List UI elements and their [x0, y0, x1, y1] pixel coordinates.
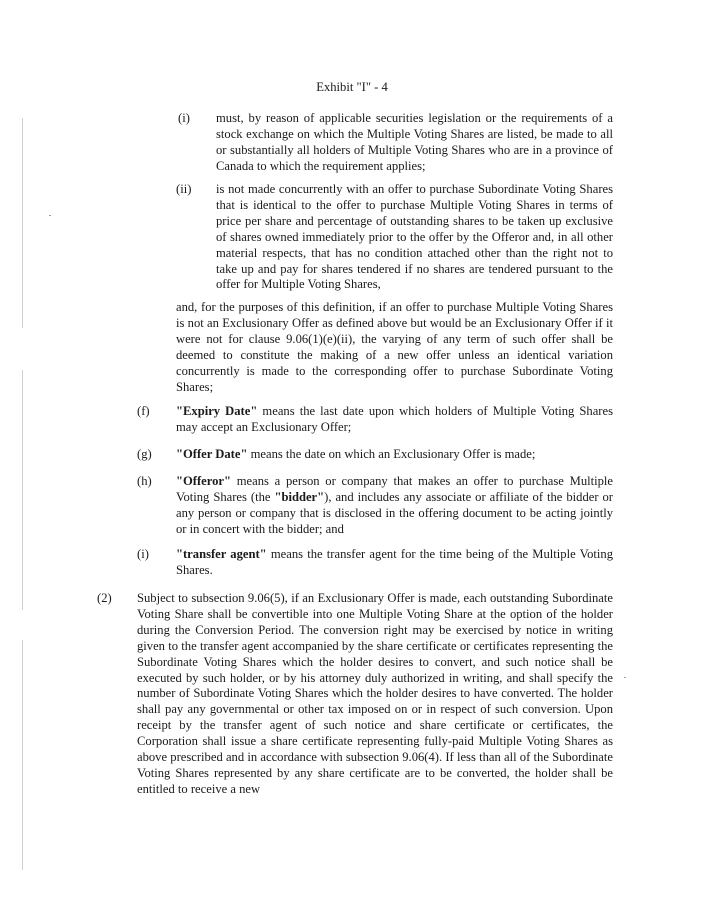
- subsection-2-number: (2): [97, 591, 112, 605]
- def-h-body-2: ), and includes any associate or affiliate of the bidder or any person or company that is disclosed in the offering document to be acting jointly or in concert with the bidder; and: [176, 489, 613, 536]
- def-g-body: means the date on which an Exclusionary Offer is made;: [247, 447, 536, 461]
- def-i-term: "transfer agent": [176, 547, 267, 561]
- scan-margin-line: [22, 370, 23, 610]
- item-ii-number: (ii): [176, 182, 192, 196]
- def-f-text: [176, 404, 613, 436]
- def-f-number: (f): [137, 404, 150, 418]
- item-i-number: (i): [178, 111, 190, 125]
- subsection-2-text: Subject to subsection 9.06(5), if an Exclusionary Offer is made, each outstanding Subordinate Voting Share shall be convertible into one Multiple Voting Share at the option of the holder during the Conversion Period. The conversion right may be exercised by notice in writing given to the transfer agent accompanied by the share certificate or certificates representing the Subordinate Voting Shares which the holder desires to convert, and such notice shall be executed by such holder, or by his attorney duly authorized in writing, and shall specify the number of Subordinate Voting Shares which the holder desires to have converted. The holder shall pay any governmental or other tax imposed on or in respect of such conversion. Upon receipt by the transfer agent of such notice and share certificate or certificates, the Corporation shall issue a share certificate representing fully-paid Multiple Voting Shares as above prescribed and in accordance with subsection 9.06(4). If less than all of the Subordinate Voting Shares represented by any share certificate are to be converted, the holder shall be entitled to receive a new: [137, 591, 613, 796]
- def-g-number: (g): [137, 447, 152, 461]
- def-f-body: means the last date upon which holders of Multiple Voting Shares may accept an Exclusionary Offer;: [176, 404, 613, 434]
- def-h-bidder-term: "bidder": [274, 489, 325, 504]
- def-h-text: [176, 474, 613, 538]
- def-i-number: (i): [137, 547, 149, 561]
- def-i-body: means the transfer agent for the time being of the Multiple Voting Shares.: [176, 547, 613, 577]
- page-header: Exhibit "I" - 4: [316, 80, 388, 94]
- scan-speck: [624, 677, 626, 678]
- def-g-term: "Offer Date": [176, 447, 248, 461]
- def-f-term: "Expiry Date": [176, 404, 258, 418]
- item-ii-text: is not made concurrently with an offer to purchase Subordinate Voting Shares that is identical to the offer to purchase Multiple Voting Shares in terms of price per share and percentage of outstanding shares to be taken up exclusive of shares owned immediately prior to the offer by the Offeror and, in all other material respects, that has no condition attached other than the right not to take up and pay for shares tendered if no shares are tendered pursuant to the offer for Multiple Voting Shares,: [216, 182, 613, 292]
- scan-margin-line: [22, 640, 23, 870]
- def-g-text: [176, 447, 613, 463]
- def-i-text: [176, 547, 613, 579]
- definition-continuation-paragraph: and, for the purposes of this definition, if an offer to purchase Multiple Voting Shares is not an Exclusionary Offer as defined above but would be an Exclusionary Offer if it were not for clause 9.06(1)(e)(ii), the varying of any term of such offer shall be deemed to constitute the making of a new offer unless an identical variation concurrently is made to the corresponding offer to purchase Subordinate Voting Shares;: [176, 300, 613, 394]
- def-h-number: (h): [137, 474, 152, 488]
- scan-speck: [49, 215, 51, 216]
- scan-margin-line: [22, 118, 23, 328]
- def-h-term: "Offeror": [176, 474, 232, 488]
- def-h-body-1: means a person or company that makes an offer to purchase Multiple Voting Shares (the: [176, 474, 613, 504]
- item-i-text: must, by reason of applicable securities legislation or the requirements of a stock exchange on which the Multiple Voting Shares are listed, be made to all or substantially all holders of Multiple Voting Shares who are in a province of Canada to which the requirement applies;: [216, 111, 613, 173]
